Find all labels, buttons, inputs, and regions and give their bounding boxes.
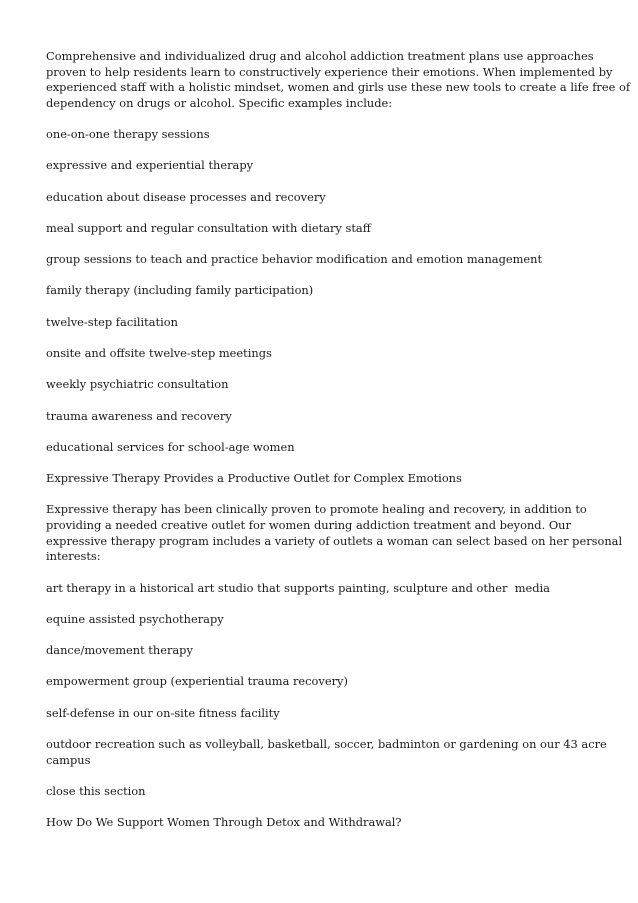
treatment-item: weekly psychiatric consultation	[46, 377, 229, 392]
intro-line: dependency on drugs or alcohol. Specific examples include:	[46, 95, 393, 110]
document-page	[46, 49, 631, 846]
outdoor-recreation-item	[46, 737, 606, 768]
treatment-item: group sessions to teach and practice behavior modification and emotion management	[46, 252, 543, 267]
outdoor-item-line: campus	[46, 752, 91, 767]
intro-line: proven to help residents learn to constructively experience their emotions. When implemented by	[46, 64, 613, 79]
expressive-intro-line: Expressive therapy has been clinically proven to promote healing and recovery, in addition to	[46, 502, 587, 517]
treatment-item: twelve-step facilitation	[46, 314, 178, 329]
treatment-item: expressive and experiential therapy	[46, 158, 254, 173]
treatment-item: trauma awareness and recovery	[46, 408, 232, 423]
expressive-item: art therapy in a historical art studio that supports painting, sculpture and other media	[46, 580, 550, 595]
intro-line: Comprehensive and individualized drug and alcohol addiction treatment plans use approaches	[46, 49, 594, 63]
treatment-item: education about disease processes and recovery	[46, 189, 326, 204]
expressive-intro-line: expressive therapy program includes a variety of outlets a woman can select based on her personal	[46, 533, 623, 548]
expressive-item: dance/movement therapy	[46, 643, 193, 658]
outdoor-item-line: outdoor recreation such as volleyball, basketball, soccer, badminton or gardening on our 43 acre	[46, 736, 607, 751]
detox-heading: How Do We Support Women Through Detox and Withdrawal?	[46, 815, 402, 830]
intro-line: experienced staff with a holistic mindset, women and girls use these new tools to create a life free of	[46, 80, 631, 95]
intro-paragraph	[46, 49, 631, 111]
expressive-intro-line: interests:	[46, 549, 101, 564]
treatment-item: onsite and offsite twelve-step meetings	[46, 346, 272, 361]
expressive-therapy-heading: Expressive Therapy Provides a Productive Outlet for Complex Emotions	[46, 471, 462, 486]
expressive-item: self-defense in our on-site fitness facility	[46, 705, 280, 720]
close-section-link[interactable]: close this section	[46, 783, 146, 798]
treatment-item: one-on-one therapy sessions	[46, 127, 210, 142]
expressive-intro-line: providing a needed creative outlet for women during addiction treatment and beyond. Our	[46, 518, 571, 533]
treatment-item: family therapy (including family participation)	[46, 283, 314, 298]
treatment-item: meal support and regular consultation with dietary staff	[46, 220, 371, 235]
expressive-item: empowerment group (experiential trauma recovery)	[46, 674, 348, 689]
treatment-item: educational services for school-age women	[46, 439, 295, 454]
expressive-item: equine assisted psychotherapy	[46, 611, 224, 626]
expressive-intro-paragraph	[46, 502, 623, 564]
